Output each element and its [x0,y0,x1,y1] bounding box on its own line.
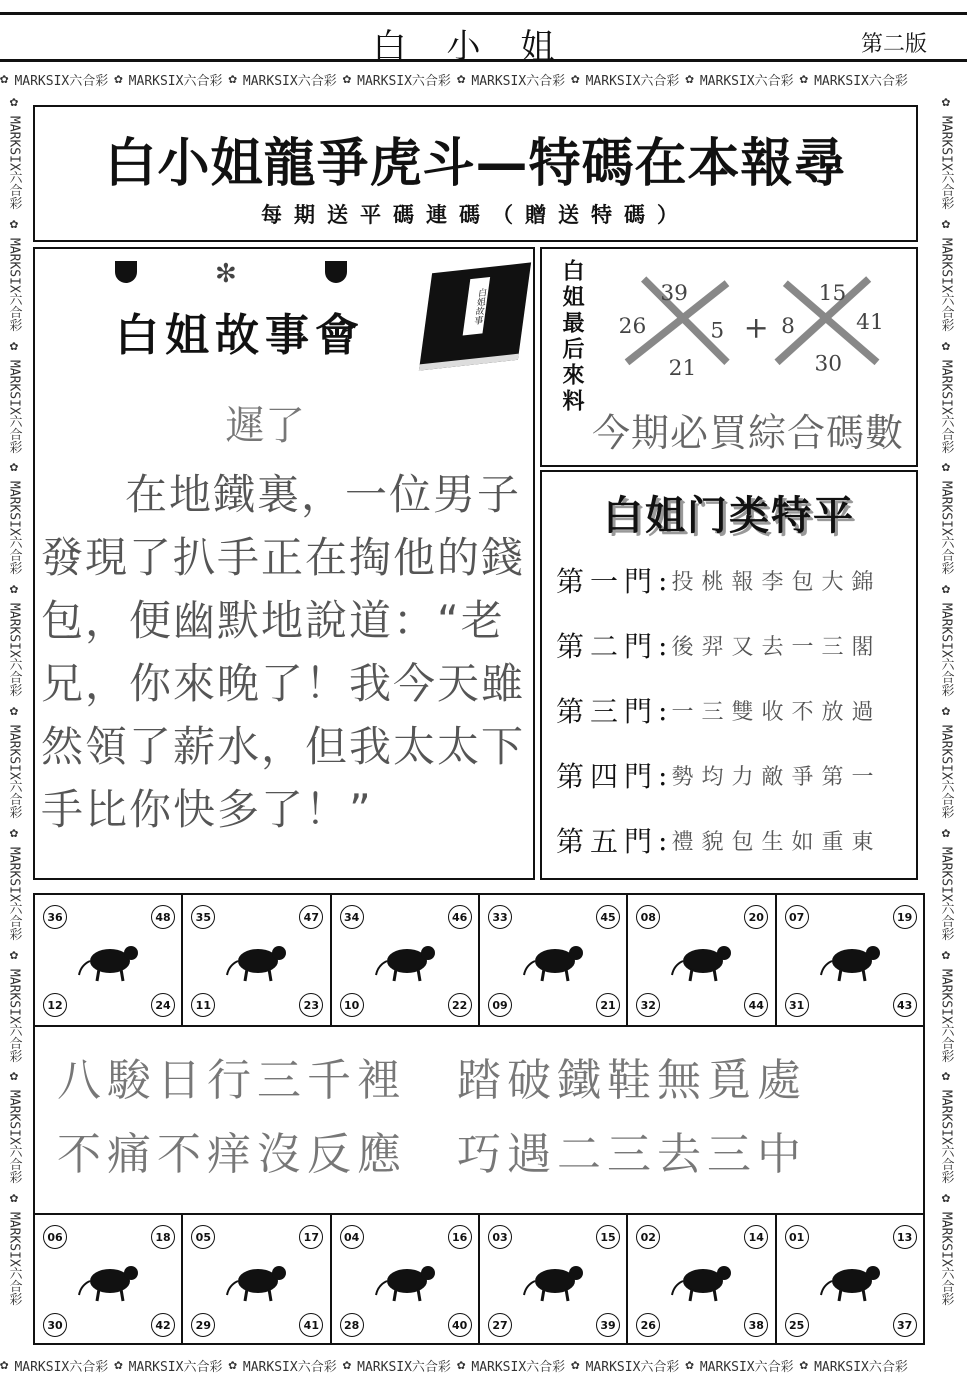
border-text: MARKSIX六合彩 [938,1212,954,1306]
zodiac-number: 11 [191,993,215,1017]
flower-icon: ✿ [456,1357,466,1373]
zodiac-number: 33 [488,905,512,929]
ox-icon [225,935,291,983]
verse-box [35,1025,923,1215]
zodiac-cell-monkey [332,1215,480,1345]
pick-formula [592,279,912,379]
zodiac-number: 18 [151,1225,175,1249]
zodiac-number: 46 [448,905,472,929]
pick-side-label: 白姐最后來料 [559,259,584,415]
verse-line: 八駿日行三千裡 踏破鐵鞋無覓處 [57,1055,807,1106]
story-heading: 白姐故事會 [115,310,365,361]
rat-icon [77,935,143,983]
pick-number: 5 [710,318,725,344]
border-text: MARKSIX六合彩 [128,1359,223,1375]
pick-number: 26 [618,314,647,340]
snake-icon [819,935,885,983]
door-value: 一三雙收不放過 [671,699,882,725]
zodiac-number: 05 [191,1225,215,1249]
story-title: 遲了 [225,403,305,449]
zodiac-number: 21 [596,993,620,1017]
border-text: MARKSIX六合彩 [585,73,680,89]
door-item [556,755,881,795]
tiger-icon [374,935,440,983]
border-strip-left [2,94,26,1350]
flower-icon: ✿ [6,824,22,841]
border-text: MARKSIX六合彩 [938,481,954,576]
flower-icon: ✿ [6,581,22,598]
zodiac-number: 28 [340,1313,364,1337]
door-label: 第二門 [556,630,659,663]
story-line: 包，便幽默地說道：“老 [41,596,505,645]
border-text: MARKSIX六合彩 [471,1359,566,1375]
border-text: MARKSIX六合彩 [699,1359,794,1375]
zodiac-number: 10 [340,993,364,1017]
zodiac-number: 01 [785,1225,809,1249]
border-text: MARKSIX六合彩 [6,724,22,819]
zodiac-cell-dog [628,1215,776,1345]
flower-icon: ✿ [456,71,466,87]
zodiac-number: 40 [448,1313,472,1337]
border-text: MARKSIX六合彩 [938,116,954,210]
zodiac-number: 39 [596,1313,620,1337]
zodiac-number: 02 [636,1225,660,1249]
book-label: 白姐故事 [463,277,490,336]
door-value: 禮貌包生如重東 [671,829,882,855]
zodiac-number: 26 [636,1313,660,1337]
flower-icon: ✿ [799,71,809,87]
zodiac-number: 45 [596,905,620,929]
colon: : [658,823,668,857]
sub-headline: 每期送平碼連碼（贈送特碼） [261,203,690,227]
flower-icon: ✿ [6,1190,22,1207]
zodiac-cell-dragon [628,895,776,1025]
border-text: MARKSIX六合彩 [128,73,223,89]
border-text: MARKSIX六合彩 [938,724,954,819]
border-text: MARKSIX六合彩 [242,1359,337,1375]
border-text: MARKSIX六合彩 [6,481,22,576]
border-text: MARKSIX六合彩 [814,1359,908,1375]
zodiac-cell-rooster [480,1215,628,1345]
flower-icon: ✿ [685,1357,694,1373]
zodiac-number: 19 [893,905,917,929]
flower-icon: ✿ [114,71,123,87]
flower-icon: ✿ [0,1357,9,1373]
zodiac-number: 08 [636,905,660,929]
pick-caption: 今期必買綜合碼數 [592,411,905,455]
latest-pick-box [540,247,918,467]
zodiac-number: 36 [43,905,67,929]
border-text: MARKSIX六合彩 [6,237,22,332]
border-strip-top [0,68,967,90]
zodiac-number: 20 [744,905,768,929]
book-icon [419,262,531,370]
border-text: MARKSIX六合彩 [938,1090,954,1185]
border-text: MARKSIX六合彩 [357,73,451,89]
zodiac-cell-pig [777,1215,923,1345]
door-item [556,625,881,665]
door-item [556,690,881,730]
flower-icon: ✿ [799,1357,809,1373]
zodiac-number: 41 [299,1313,323,1337]
flower-icon: ✿ [938,946,954,963]
border-text: MARKSIX六合彩 [699,73,794,89]
story-line: 手比你快多了！” [41,785,373,834]
door-label: 第五門 [556,825,659,858]
pick-operator: + [743,310,769,346]
monkey-icon [374,1255,440,1303]
flower-icon: ✿ [571,71,580,87]
zodiac-number: 12 [43,993,67,1017]
colon: : [658,758,668,792]
zodiac-number: 35 [191,905,215,929]
headline-box [33,105,918,242]
border-text: MARKSIX六合彩 [6,968,22,1063]
flower-icon: ✿ [938,94,954,110]
zodiac-cell-rat [35,895,183,1025]
zodiac-table [33,893,925,1345]
story-box [33,247,535,880]
lantern-icon [115,261,137,283]
border-text: MARKSIX六合彩 [585,1359,680,1375]
goat-icon [225,1255,291,1303]
colon: : [658,628,668,662]
border-strip-right [934,94,958,1350]
border-text: MARKSIX六合彩 [6,1090,22,1185]
zodiac-cell-snake [777,895,923,1025]
flower-icon: ✻ [215,259,237,289]
zodiac-number: 44 [744,993,768,1017]
door-label: 第四門 [556,760,659,793]
pick-number: 15 [818,280,847,306]
border-strip-bottom [0,1354,967,1376]
flower-icon: ✿ [938,1068,954,1085]
flower-icon: ✿ [938,702,954,719]
border-text: MARKSIX六合彩 [814,73,908,89]
flower-icon: ✿ [938,215,954,232]
zodiac-cell-horse [35,1215,183,1345]
zodiac-number: 38 [744,1313,768,1337]
border-text: MARKSIX六合彩 [6,846,22,941]
zodiac-number: 31 [785,993,809,1017]
flower-icon: ✿ [938,1190,954,1207]
border-text: MARKSIX六合彩 [6,359,22,454]
story-line: 在地鐵裏，一位男子 [125,470,522,519]
flower-icon: ✿ [938,581,954,598]
zodiac-number: 42 [151,1313,175,1337]
border-text: MARKSIX六合彩 [14,73,109,89]
door-value: 後羿又去一三閣 [671,634,882,660]
story-line: 發現了扒手正在掏他的錢 [41,533,526,582]
zodiac-number: 15 [596,1225,620,1249]
zodiac-number: 17 [299,1225,323,1249]
border-text: MARKSIX六合彩 [6,1212,22,1306]
border-text: MARKSIX六合彩 [471,73,566,89]
pig-icon [819,1255,885,1303]
door-value: 投桃報李包大錦 [671,569,882,595]
dragon-icon [670,935,736,983]
zodiac-number: 03 [488,1225,512,1249]
zodiac-cell-ox [183,895,331,1025]
border-text: MARKSIX六合彩 [938,846,954,941]
headline: 白小姐龍爭虎斗—特碼在本報尋 [104,134,847,194]
flower-icon: ✿ [6,702,22,719]
border-text: MARKSIX六合彩 [938,968,954,1063]
flower-icon: ✿ [938,824,954,841]
border-text: MARKSIX六合彩 [938,603,954,697]
flower-icon: ✿ [6,337,22,354]
flower-icon: ✿ [571,1357,580,1373]
border-text: MARKSIX六合彩 [357,1359,451,1375]
border-text: MARKSIX六合彩 [6,603,22,697]
pick-number: 39 [660,280,688,306]
zodiac-row-top [35,895,923,1025]
colon: : [658,693,668,727]
door-label: 第一門 [556,565,659,598]
zodiac-number: 25 [785,1313,809,1337]
flower-icon: ✿ [342,1357,352,1373]
zodiac-number: 27 [488,1313,512,1337]
zodiac-number: 24 [151,993,175,1017]
door-categories-box [540,470,918,880]
zodiac-number: 32 [636,993,660,1017]
lantern-icon [325,261,347,283]
zodiac-cell-rabbit [480,895,628,1025]
pick-number: 30 [814,351,843,377]
verse-line: 不痛不痒沒反應 巧遇二三去三中 [57,1129,807,1180]
zodiac-number: 47 [299,905,323,929]
zodiac-row-bottom [35,1215,923,1345]
horse-icon [77,1255,143,1303]
door-label: 第三門 [556,695,659,728]
flower-icon: ✿ [6,459,22,476]
flower-icon: ✿ [342,71,352,87]
dog-icon [670,1255,736,1303]
flower-icon: ✿ [114,1357,123,1373]
zodiac-number: 14 [744,1225,768,1249]
border-text: MARKSIX六合彩 [938,237,954,332]
border-text: MARKSIX六合彩 [14,1359,109,1375]
flower-icon: ✿ [228,1357,237,1373]
flower-icon: ✿ [685,71,694,87]
zodiac-cell-goat [183,1215,331,1345]
flower-icon: ✿ [0,71,9,87]
flower-icon: ✿ [6,1068,22,1085]
flower-icon: ✿ [6,946,22,963]
zodiac-number: 37 [893,1313,917,1337]
flower-icon: ✿ [938,337,954,354]
zodiac-number: 13 [893,1225,917,1249]
zodiac-number: 04 [340,1225,364,1249]
door-value: 勢均力敵爭第一 [671,764,882,790]
newspaper-title: 白小姐 [372,27,595,67]
edition-label: 第二版 [860,32,927,57]
pick-number: 21 [668,355,697,381]
zodiac-number: 22 [448,993,472,1017]
zodiac-cell-tiger [332,895,480,1025]
story-line: 然領了薪水，但我太太下 [41,722,526,771]
border-text: MARKSIX六合彩 [938,359,954,454]
zodiac-number: 06 [43,1225,67,1249]
zodiac-number: 30 [43,1313,67,1337]
colon: : [658,563,668,597]
zodiac-number: 34 [340,905,364,929]
zodiac-number: 43 [893,993,917,1017]
zodiac-number: 07 [785,905,809,929]
flower-icon: ✿ [6,94,22,110]
page-header [0,12,967,67]
zodiac-number: 16 [448,1225,472,1249]
flower-icon: ✿ [938,459,954,476]
story-line: 兄，你來晚了！我今天雖 [41,659,526,708]
door-item [556,820,881,860]
door-item [556,560,881,600]
border-text: MARKSIX六合彩 [6,116,22,210]
pick-number: 41 [856,310,884,335]
border-text: MARKSIX六合彩 [242,73,337,89]
flower-icon: ✿ [6,215,22,232]
rabbit-icon [522,935,588,983]
zodiac-number: 09 [488,993,512,1017]
rooster-icon [522,1255,588,1303]
zodiac-number: 48 [151,905,175,929]
pick-number: 8 [781,314,795,340]
flower-icon: ✿ [228,71,237,87]
zodiac-number: 29 [191,1313,215,1337]
doors-title: 白姐门类特平 [603,493,855,539]
zodiac-number: 23 [299,993,323,1017]
